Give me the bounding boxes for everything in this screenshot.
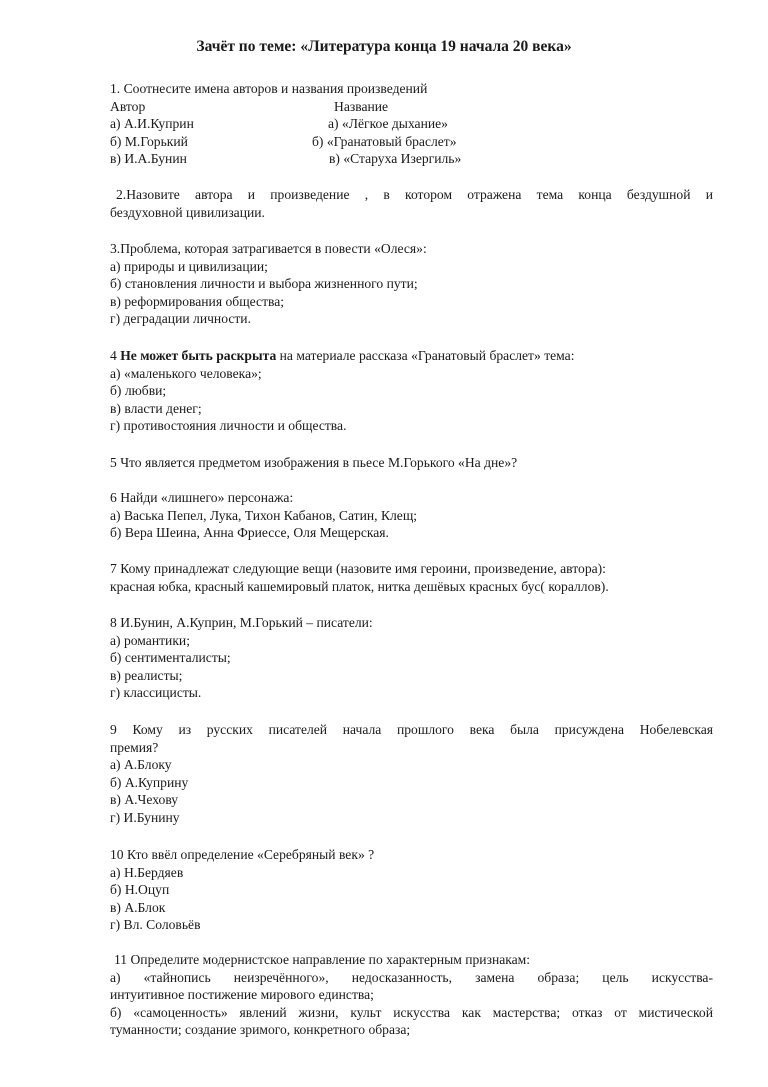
- answer-option: б) любви;: [110, 383, 167, 399]
- author-column-header: Автор: [110, 98, 146, 114]
- question-text: 7 Кому принадлежат следующие вещи (назовите имя героини, произведение, автора):: [110, 561, 606, 576]
- question-text: 5 Что является предметом изображения в пьесе М.Горького «На дне»?: [110, 455, 518, 470]
- question-4: [110, 347, 713, 435]
- answer-option: а) природы и цивилизации;: [110, 258, 268, 274]
- emphasis-text: Не может быть раскрыта: [120, 348, 277, 363]
- answer-option: в) реалисты;: [110, 667, 183, 683]
- question-text-continued: бездуховной цивилизации.: [110, 204, 265, 220]
- question-7: [110, 560, 713, 595]
- question-text: 11 Определите модернистское направление по характерным признакам:: [114, 952, 531, 967]
- answer-option: а) «маленького человека»;: [110, 365, 262, 381]
- answer-option: г) Вл. Соловьёв: [110, 917, 201, 933]
- question-5: [110, 454, 713, 472]
- answer-option: б) Н.Оцуп: [110, 882, 170, 898]
- answer-option: б) «самоценность» явлений жизни, культ искусства как мастерства; отказ от мистической: [110, 1004, 713, 1020]
- work-cell: а) «Лёгкое дыхание»: [328, 116, 448, 132]
- question-text-rest: на материале рассказа «Гранатовый браслет» тема:: [276, 348, 575, 363]
- answer-option: г) классицисты.: [110, 685, 202, 701]
- answer-option: г) противостояния личности и общества.: [110, 418, 347, 434]
- question-11: [110, 951, 713, 1039]
- answer-option: в) А.Блок: [110, 899, 166, 915]
- answer-option: б) А.Куприну: [110, 774, 189, 790]
- question-10: [110, 846, 713, 934]
- answer-option: а) Васька Пепел, Лука, Тихон Кабанов, Сатин, Клещ;: [110, 507, 418, 523]
- answer-option: г) деградации личности.: [110, 311, 251, 327]
- match-row: [110, 133, 713, 151]
- answer-option: г) И.Бунину: [110, 809, 180, 825]
- answer-option: в) А.Чехову: [110, 792, 179, 808]
- question-6: [110, 489, 713, 542]
- question-text: [110, 347, 713, 365]
- work-cell: в) «Старуха Изергиль»: [329, 151, 462, 167]
- work-cell: б) «Гранатовый браслет»: [312, 133, 457, 149]
- question-text: 9 Кому из русских писателей начала прошлого века была присуждена Нобелевская: [110, 722, 713, 737]
- question-2: [110, 186, 713, 221]
- answer-option: а) А.Блоку: [110, 757, 172, 773]
- question-9: [110, 721, 713, 827]
- answer-option-continued: интуитивное постижение мирового единства;: [110, 987, 374, 1003]
- answer-option: в) власти денег;: [110, 400, 202, 416]
- question-text: 10 Кто ввёл определение «Серебряный век» ?: [110, 847, 375, 862]
- question-text: 6 Найди «лишнего» персонажа:: [110, 490, 294, 505]
- answer-option: а) «тайнопись неизречённого», недосказанность, замена образа; цель искусства-: [110, 969, 713, 985]
- author-cell: в) И.А.Бунин: [110, 151, 187, 167]
- question-1: [110, 80, 713, 168]
- match-row: [110, 115, 713, 133]
- answer-option: б) сентименталисты;: [110, 650, 231, 666]
- question-text: 1. Соотнесите имена авторов и названия произведений: [110, 81, 428, 96]
- question-text-continued: премия?: [110, 739, 159, 755]
- answer-option: б) становления личности и выбора жизненного пути;: [110, 276, 418, 292]
- question-text: 8 И.Бунин, А.Куприн, М.Горький – писатели:: [110, 615, 373, 630]
- question-text: 3.Проблема, которая затрагивается в повести «Олеся»:: [110, 241, 427, 256]
- question-3: [110, 240, 713, 328]
- title-column-header: Название: [334, 98, 389, 114]
- answer-option-continued: туманности; создание зримого, конкретного образа;: [110, 1022, 411, 1038]
- match-header: [110, 98, 713, 116]
- question-text-continued: красная юбка, красный кашемировый платок, нитка дешёвых красных бус( кораллов).: [110, 578, 609, 594]
- match-row: [110, 150, 713, 168]
- question-text: 2.Назовите автора и произведение , в котором отражена тема конца бездушной и: [116, 187, 713, 202]
- page-title: Зачёт по теме: «Литература конца 19 начала 20 века»: [196, 38, 572, 55]
- answer-option: а) Н.Бердяев: [110, 864, 184, 880]
- question-number: 4: [110, 348, 117, 363]
- answer-option: б) Вера Шеина, Анна Фриессе, Оля Мещерская.: [110, 525, 389, 541]
- author-cell: а) А.И.Куприн: [110, 116, 194, 132]
- author-cell: б) М.Горький: [110, 133, 188, 149]
- question-8: [110, 614, 713, 702]
- answer-option: а) романтики;: [110, 632, 190, 648]
- answer-option: в) реформирования общества;: [110, 293, 285, 309]
